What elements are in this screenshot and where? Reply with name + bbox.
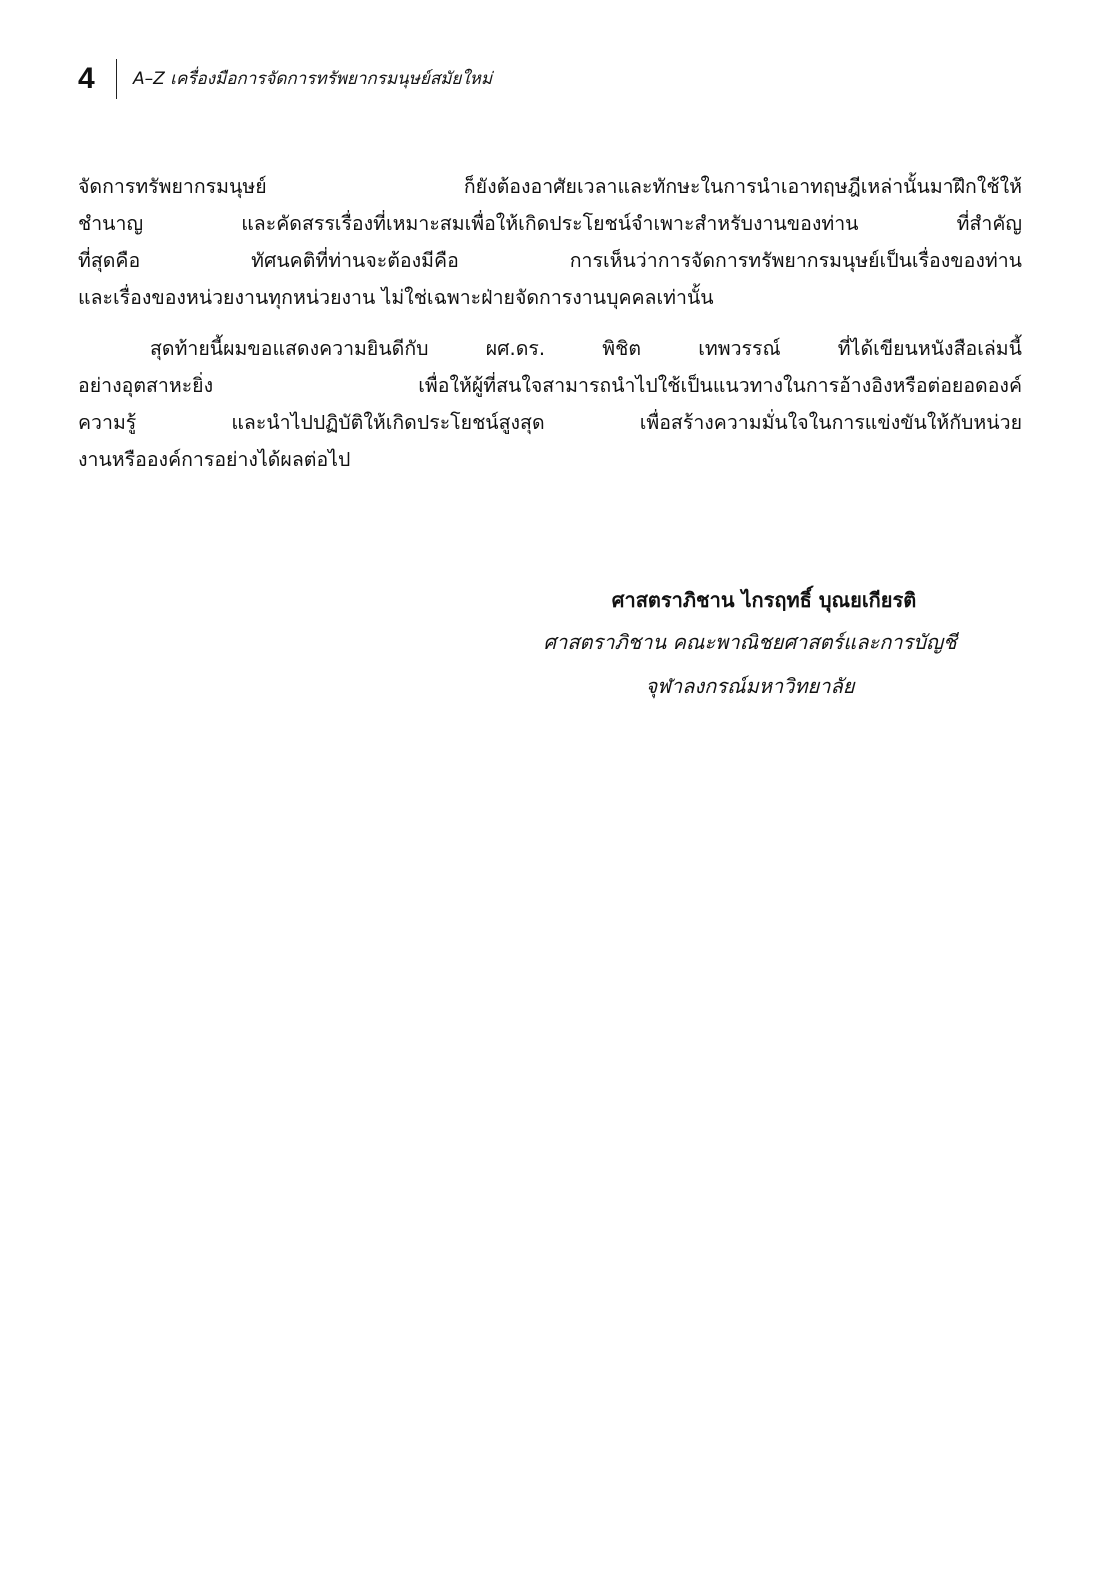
paragraph-2	[78, 330, 1022, 478]
text-line: งานหรือองค์การอย่างได้ผลต่อไป	[78, 448, 351, 471]
signatory-position: ศาสตราภิชาน คณะพาณิชยศาสตร์และการบัญชี	[543, 630, 957, 654]
paragraph-gap	[78, 316, 1022, 330]
page-number: 4	[78, 62, 95, 95]
signatory-name: ศาสตราภิชาน ไกรฤทธิ์ บุณยเกียรติ	[611, 588, 917, 612]
signature-block	[480, 580, 1020, 708]
signatory-institution: จุฬาลงกรณ์มหาวิทยาลัย	[645, 674, 855, 698]
text-line: จัดการทรัพยากรมนุษย์ ก็ยังต้องอาศัยเวลาและทักษะในการนำเอาทฤษฎีเหล่านั้นมาฝึกใช้ให้	[78, 175, 1022, 198]
text-line: สุดท้ายนี้ผมขอแสดงความยินดีกับ ผศ.ดร. พิชิต เทพวรรณ์ ที่ได้เขียนหนังสือเล่มนี้	[150, 337, 1022, 360]
text-line: อย่างอุตสาหะยิ่ง เพื่อให้ผู้ที่สนใจสามารถนำไปใช้เป็นแนวทางในการอ้างอิงหรือต่อยอดองค์	[78, 374, 1022, 397]
text-line: ความรู้ และนำไปปฏิบัติให้เกิดประโยชน์สูงสุด เพื่อสร้างความมั่นใจในการแข่งขันให้กับหน่วย	[78, 411, 1022, 434]
text-line: ชำนาญ และคัดสรรเรื่องที่เหมาะสมเพื่อให้เกิดประโยชน์จำเพาะสำหรับงานของท่าน ที่สำคัญ	[78, 212, 1022, 235]
body-text	[78, 168, 1022, 478]
running-title: A–Z เครื่องมือการจัดการทรัพยากรมนุษย์สมัยใหม่	[133, 69, 493, 89]
page-header	[78, 58, 492, 100]
header-divider	[116, 59, 117, 99]
paragraph-1	[78, 168, 1022, 316]
text-line: ที่สุดคือ ทัศนคติที่ท่านจะต้องมีคือ การเห็นว่าการจัดการทรัพยากรมนุษย์เป็นเรื่องของท่าน	[78, 249, 1022, 272]
text-line: และเรื่องของหน่วยงานทุกหน่วยงาน ไม่ใช่เฉพาะฝ่ายจัดการงานบุคคลเท่านั้น	[78, 286, 714, 309]
